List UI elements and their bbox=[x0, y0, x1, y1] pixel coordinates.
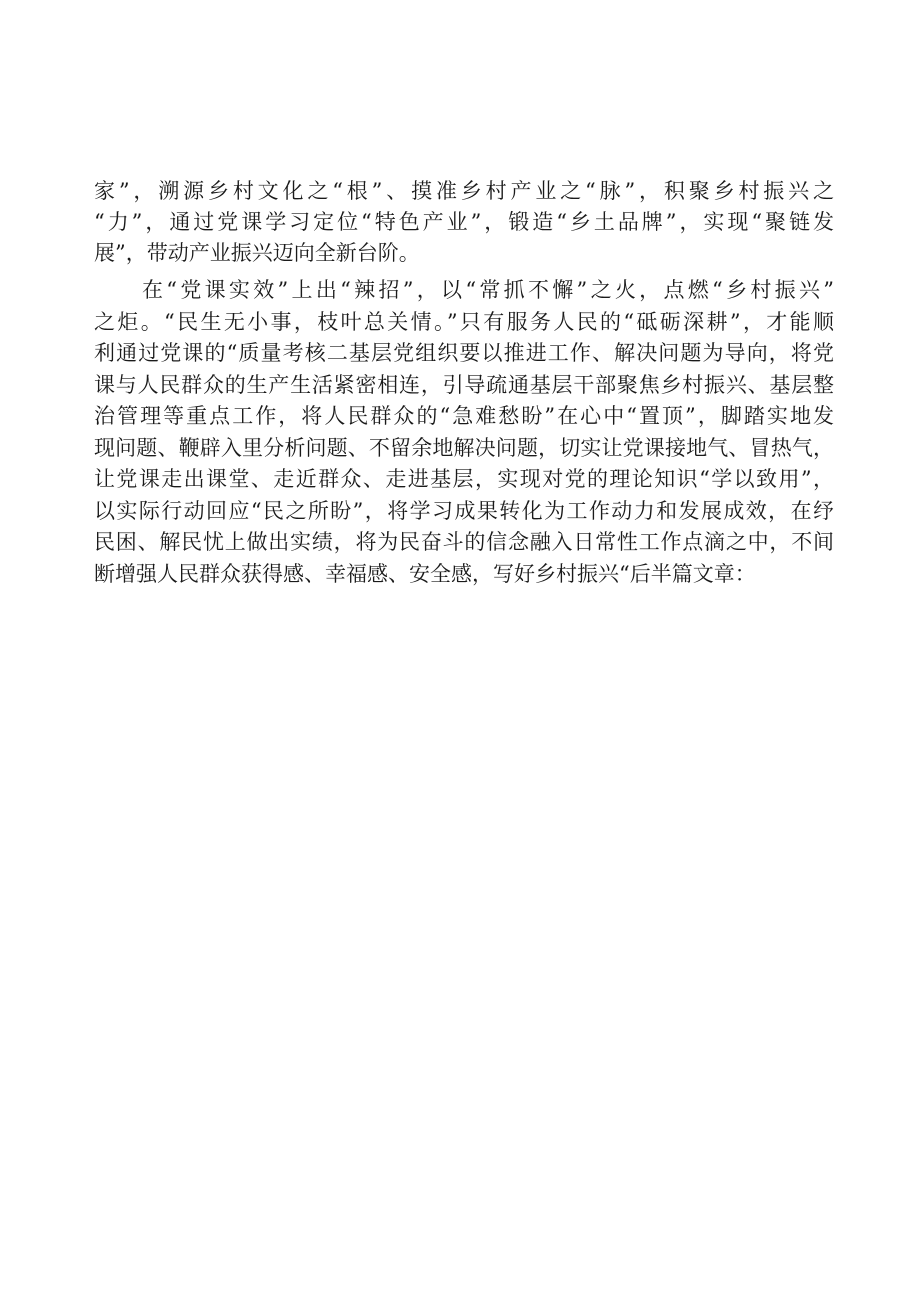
paragraph-1 bbox=[94, 176, 834, 269]
paragraph-2 bbox=[94, 275, 834, 590]
text-line: 断增强人民群众获得感、幸福感、安全感，写好乡村振兴“后半篇文章： bbox=[94, 561, 756, 586]
text-line: 在“党课实效”上出“辣招”，以“常抓不懈”之火，点燃“乡村振兴” bbox=[142, 278, 834, 302]
text-line: 民困、解民忧上做出实绩，将为民奋斗的信念融入日常性工作点滴之中，不间 bbox=[94, 530, 834, 554]
text-line: 现问题、鞭辟入里分析问题、不留余地解决问题，切实让党课接地气、冒热气， bbox=[94, 435, 834, 460]
body-text bbox=[94, 176, 834, 590]
text-line: 展”，带动产业振兴迈向全新台阶。 bbox=[94, 241, 420, 265]
text-line: 之炬。“民生无小事，枝叶总关情。”只有服务人民的“砥砺深耕”，才能顺 bbox=[94, 309, 834, 334]
text-line: 家”，溯源乡村文化之“根”、摸准乡村产业之“脉”，积聚乡村振兴之 bbox=[94, 179, 834, 203]
text-line: 利通过党课的“质量考核二基层党组织要以推进工作、解决问题为导向，将党 bbox=[94, 341, 834, 365]
text-line: 课与人民群众的生产生活紧密相连，引导疏通基层干部聚焦乡村振兴、基层整 bbox=[94, 372, 834, 397]
text-line: 以实际行动回应“民之所盼”，将学习成果转化为工作动力和发展成效，在纾 bbox=[94, 498, 834, 523]
text-line: 治管理等重点工作，将人民群众的“急难愁盼”在心中“置顶”，脚踏实地发 bbox=[94, 404, 834, 428]
text-line: “力”，通过党课学习定位“特色产业”，锻造“乡土品牌”，实现“聚链发 bbox=[94, 210, 834, 234]
text-line: 让党课走出课堂、走近群众、走进基层，实现对党的理论知识“学以致用”， bbox=[94, 467, 834, 491]
